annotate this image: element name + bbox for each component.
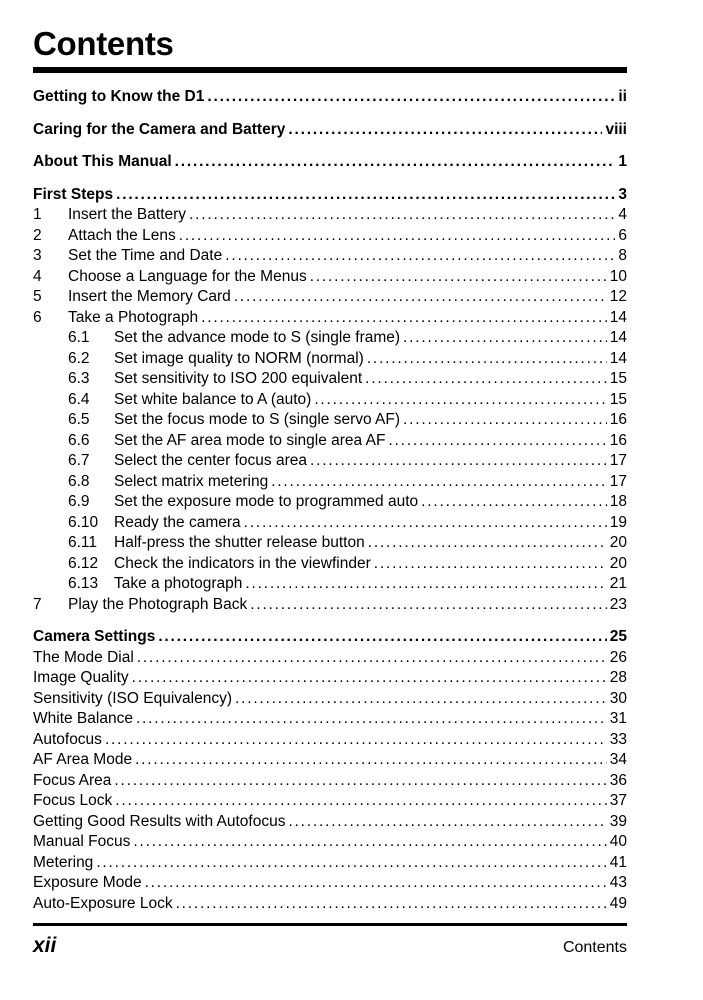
toc-row	[33, 791, 627, 812]
dot-leader-icon	[189, 205, 615, 226]
title-rule	[33, 67, 627, 73]
dot-leader-icon	[388, 431, 606, 452]
dot-leader-icon	[201, 308, 607, 329]
dot-leader-icon	[235, 689, 607, 710]
toc-row	[33, 492, 627, 513]
dot-leader-icon	[145, 873, 607, 894]
toc-entry-label: Manual Focus	[33, 833, 131, 850]
toc-row	[33, 205, 627, 226]
toc-row	[33, 668, 627, 689]
toc-entry-page: 10	[609, 267, 627, 285]
toc-row	[33, 390, 627, 411]
toc-entry-label: Set the focus mode to S (single servo AF)	[114, 411, 401, 428]
toc-entry-page: 4	[618, 206, 627, 223]
toc-entry-label: Exposure Mode	[33, 874, 142, 891]
toc-entry-number: 6.1	[68, 329, 90, 346]
dot-leader-icon	[244, 513, 607, 534]
toc-entry-page: 15	[609, 390, 627, 408]
toc-entry-page: 12	[609, 288, 627, 305]
toc-entry-number: 6.2	[68, 349, 90, 367]
dot-leader-icon	[314, 390, 606, 411]
toc-entry-page: 17	[609, 452, 627, 469]
toc-entry-label: Take a Photograph	[68, 308, 199, 326]
toc-entry-page: 31	[609, 710, 627, 727]
dot-leader-icon	[207, 87, 615, 108]
toc-entry-page: 34	[609, 751, 627, 768]
toc-row	[33, 246, 627, 267]
toc-entry-number: 6.11	[68, 534, 98, 551]
toc-row	[33, 853, 627, 874]
toc-row	[33, 627, 627, 648]
toc-entry-page: 20	[609, 534, 627, 551]
dot-leader-icon	[365, 369, 607, 390]
toc-entry-page: 17	[609, 472, 627, 490]
toc-entry-label: AF Area Mode	[33, 751, 133, 768]
toc-entry-page: 26	[609, 648, 627, 666]
dot-leader-icon	[136, 709, 607, 730]
toc-row	[33, 87, 627, 108]
toc-entry-label: Set the Time and Date	[68, 247, 223, 264]
toc-entry-label: Set image quality to NORM (normal)	[114, 349, 364, 367]
toc-entry-page: 18	[609, 493, 627, 510]
toc-entry-page: 20	[609, 554, 627, 572]
toc-row	[33, 120, 627, 141]
dot-leader-icon	[421, 492, 607, 513]
toc-row	[33, 750, 627, 771]
toc-entry-label: Image Quality	[33, 669, 129, 686]
toc-entry-label: Set the exposure mode to programmed auto	[114, 493, 419, 510]
toc-row	[33, 287, 627, 308]
toc-entry-label: Half-press the shutter release button	[114, 534, 365, 551]
dot-leader-icon	[176, 894, 607, 915]
toc-entry-label: Caring for the Camera and Battery	[33, 120, 286, 138]
toc-entry-number: 5	[33, 288, 42, 305]
dot-leader-icon	[245, 574, 606, 595]
toc-entry-label: Select the center focus area	[114, 452, 308, 469]
toc-entry-page: 8	[618, 247, 627, 264]
toc-entry-page: 19	[609, 513, 627, 531]
toc-entry-label: Ready the camera	[114, 513, 241, 531]
toc-row	[33, 451, 627, 472]
toc-entry-number: 6.3	[68, 370, 90, 387]
toc-entry-label: The Mode Dial	[33, 648, 134, 666]
toc-row	[33, 369, 627, 390]
toc-entry-page: 3	[618, 185, 627, 203]
toc-entry-label: Attach the Lens	[68, 226, 176, 244]
dot-leader-icon	[225, 246, 615, 267]
dot-leader-icon	[105, 730, 607, 751]
toc-entry-label: Autofocus	[33, 730, 102, 748]
toc-entry-number: 6.5	[68, 411, 90, 428]
toc-entry-number: 6.4	[68, 390, 90, 408]
toc-entry-number: 6.9	[68, 493, 90, 510]
toc-row	[33, 832, 627, 853]
dot-leader-icon	[133, 832, 606, 853]
toc-entry-label: Set white balance to A (auto)	[114, 390, 312, 408]
toc-entry-page: 43	[609, 874, 627, 891]
toc-entry-label: Getting to Know the D1	[33, 88, 205, 105]
dot-leader-icon	[137, 648, 607, 669]
toc-row	[33, 410, 627, 431]
dot-leader-icon	[368, 533, 607, 554]
toc-entry-page: 23	[609, 595, 627, 613]
dot-leader-icon	[115, 791, 606, 812]
toc-row	[33, 185, 627, 206]
dot-leader-icon	[374, 554, 607, 575]
toc-entry-label: White Balance	[33, 710, 133, 727]
page-footer	[33, 934, 627, 958]
dot-leader-icon	[179, 226, 616, 247]
dot-leader-icon	[367, 349, 607, 370]
toc-row	[33, 328, 627, 349]
toc-entry-page: 16	[609, 411, 627, 428]
dot-leader-icon	[158, 627, 606, 648]
toc-entry-label: Play the Photograph Back	[68, 595, 248, 613]
toc-row	[33, 349, 627, 370]
toc-entry-page: 30	[609, 689, 627, 707]
toc-entry-number: 7	[33, 595, 42, 613]
toc-entry-label: Sensitivity (ISO Equivalency)	[33, 689, 232, 707]
folio-page-number: xii	[33, 933, 57, 957]
toc-row	[33, 472, 627, 493]
dot-leader-icon	[271, 472, 607, 493]
toc-entry-label: Focus Area	[33, 771, 112, 789]
dot-leader-icon	[403, 328, 607, 349]
toc-row	[33, 431, 627, 452]
toc-entry-label: Metering	[33, 853, 94, 871]
toc-entry-number: 6	[33, 308, 42, 326]
toc-entry-label: Set sensitivity to ISO 200 equivalent	[114, 370, 363, 387]
toc-entry-page: 21	[609, 575, 627, 592]
toc-entry-label: Select matrix metering	[114, 472, 269, 490]
dot-leader-icon	[132, 668, 607, 689]
toc-list	[33, 87, 627, 914]
dot-leader-icon	[114, 771, 606, 792]
footer-rule	[33, 923, 627, 926]
toc-entry-page: 14	[609, 329, 627, 346]
toc-entry-label: Set the AF area mode to single area AF	[114, 431, 386, 449]
toc-entry-number: 1	[33, 206, 42, 223]
toc-entry-number: 6.6	[68, 431, 90, 449]
toc-entry-number: 6.7	[68, 452, 90, 469]
toc-entry-number: 4	[33, 267, 42, 285]
toc-entry-label: Insert the Battery	[68, 206, 187, 223]
toc-row	[33, 533, 627, 554]
toc-entry-number: 6.8	[68, 472, 90, 490]
toc-entry-page: 37	[609, 792, 627, 809]
dot-leader-icon	[310, 451, 607, 472]
page-title: Contents	[33, 25, 174, 62]
toc-row	[33, 812, 627, 833]
toc-entry-page: 16	[609, 431, 627, 449]
toc-entry-label: Auto-Exposure Lock	[33, 894, 173, 912]
toc-entry-page: 36	[609, 771, 627, 789]
toc-entry-page: viii	[605, 120, 627, 138]
toc-row	[33, 226, 627, 247]
toc-entry-label: Choose a Language for the Menus	[68, 267, 307, 285]
dot-leader-icon	[175, 152, 616, 173]
dot-leader-icon	[288, 812, 606, 833]
toc-entry-number: 6.13	[68, 575, 99, 592]
toc-row	[33, 771, 627, 792]
dot-leader-icon	[310, 267, 607, 288]
toc-entry-page: 15	[609, 370, 627, 387]
toc-row	[33, 709, 627, 730]
toc-entry-page: 33	[609, 730, 627, 748]
dot-leader-icon	[116, 185, 615, 206]
toc-row	[33, 689, 627, 710]
dot-leader-icon	[288, 120, 602, 141]
toc-entry-label: First Steps	[33, 185, 114, 203]
dot-leader-icon	[403, 410, 607, 431]
toc-entry-label: Focus Lock	[33, 792, 113, 809]
toc-row	[33, 554, 627, 575]
toc-entry-page: ii	[618, 88, 627, 105]
toc-row	[33, 730, 627, 751]
toc-row	[33, 648, 627, 669]
dot-leader-icon	[135, 750, 607, 771]
toc-entry-number: 6.12	[68, 554, 99, 572]
toc-row	[33, 873, 627, 894]
dot-leader-icon	[250, 595, 607, 616]
toc-entry-page: 14	[609, 308, 627, 326]
toc-entry-label: Getting Good Results with Autofocus	[33, 812, 286, 830]
toc-entry-number: 3	[33, 247, 42, 264]
toc-entry-number: 2	[33, 226, 42, 244]
toc-entry-page: 40	[609, 833, 627, 850]
toc-entry-page: 39	[609, 812, 627, 830]
toc-row	[33, 574, 627, 595]
toc-entry-page: 14	[609, 349, 627, 367]
toc-entry-label: Set the advance mode to S (single frame)	[114, 329, 401, 346]
toc-entry-label: About This Manual	[33, 153, 172, 170]
toc-entry-page: 25	[609, 628, 627, 645]
toc-entry-page: 49	[609, 894, 627, 912]
toc-entry-page: 41	[609, 853, 627, 871]
footer-section-label: Contents	[562, 938, 627, 956]
toc-entry-number: 6.10	[68, 513, 99, 531]
toc-entry-label: Check the indicators in the viewfinder	[114, 554, 371, 572]
toc-row	[33, 513, 627, 534]
toc-entry-label: Take a photograph	[114, 575, 243, 592]
toc-row	[33, 308, 627, 329]
toc-row	[33, 595, 627, 616]
toc-entry-page: 28	[609, 669, 627, 686]
toc-entry-label: Camera Settings	[33, 628, 156, 645]
toc-row	[33, 267, 627, 288]
dot-leader-icon	[234, 287, 607, 308]
toc-row	[33, 894, 627, 915]
toc-entry-page: 6	[618, 226, 627, 244]
dot-leader-icon	[96, 853, 606, 874]
toc-row	[33, 152, 627, 173]
toc-entry-label: Insert the Memory Card	[68, 288, 231, 305]
toc-entry-page: 1	[618, 153, 627, 170]
